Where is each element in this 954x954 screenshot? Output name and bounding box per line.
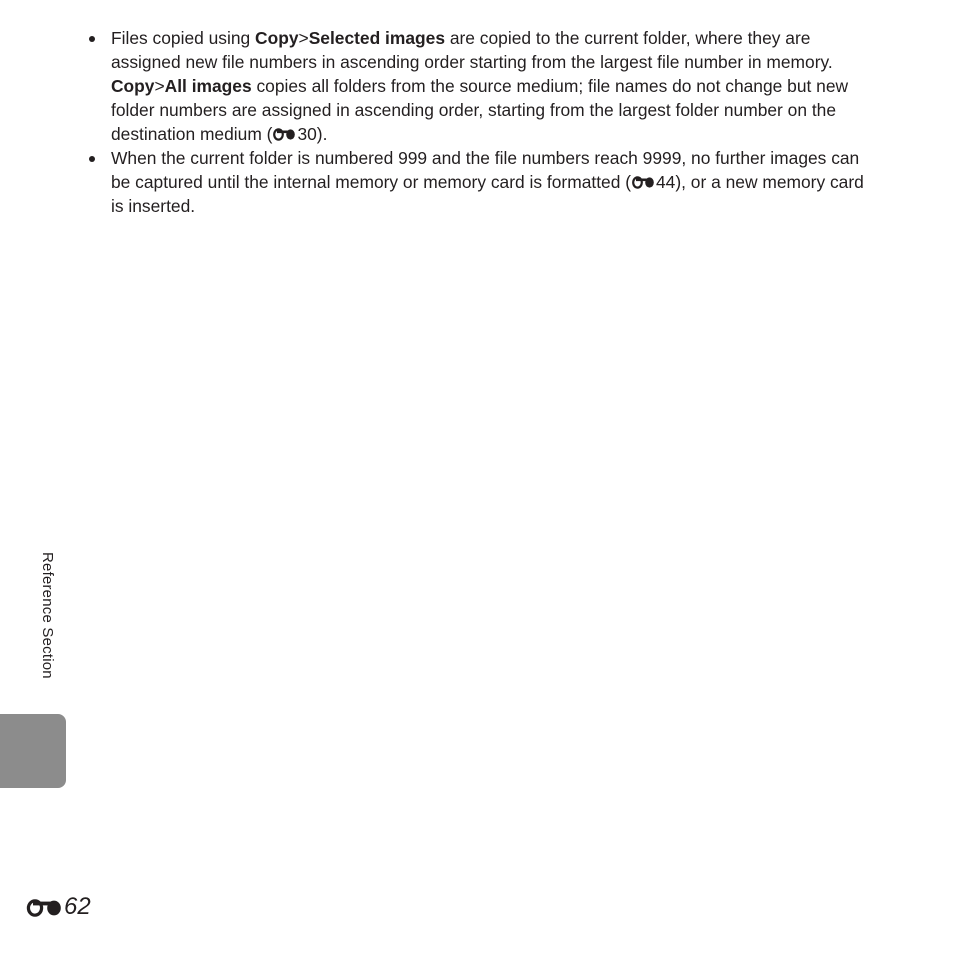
section-side-label: Reference Section [39,552,56,679]
reference-section-icon [26,898,63,917]
page-number [26,893,91,921]
text-segment: are copied to the current folder, where they are assigned new file numbers in ascending order starting from the largest file number in memory. [111,28,833,72]
section-tab [0,714,66,788]
bullet-item-copy-behavior [86,26,876,146]
bullet-item-folder-limit [86,146,876,218]
page-reference: 30 [297,124,317,144]
menu-term-copy: Copy [255,28,299,48]
text-segment: copies all folders from the source medium; file names do not change but new folder numbers are assigned in ascending order, starting from the largest folder number on the destination medium ( [111,76,849,144]
text-segment: ), or a new memory card is inserted. [111,172,864,216]
reference-section-icon [273,128,296,141]
page-reference: 44 [656,172,676,192]
text-segment: Files copied using [111,28,256,48]
text-segment: When the current folder is numbered 999 and the file numbers reach 9999, no further images can be captured until the internal memory or memory card is formatted ( [111,148,860,192]
bullet-dot [89,156,95,162]
page-number-text: 62 [64,893,91,920]
reference-section-icon [632,176,655,189]
menu-term-selected-images: Selected images [308,28,445,48]
bullet-list [86,26,876,218]
menu-term-copy: Copy [111,76,155,96]
menu-separator: > [154,76,165,96]
text-segment: ). [316,124,328,144]
menu-term-all-images: All images [164,76,252,96]
bullet-dot [89,36,95,42]
menu-separator: > [298,28,309,48]
